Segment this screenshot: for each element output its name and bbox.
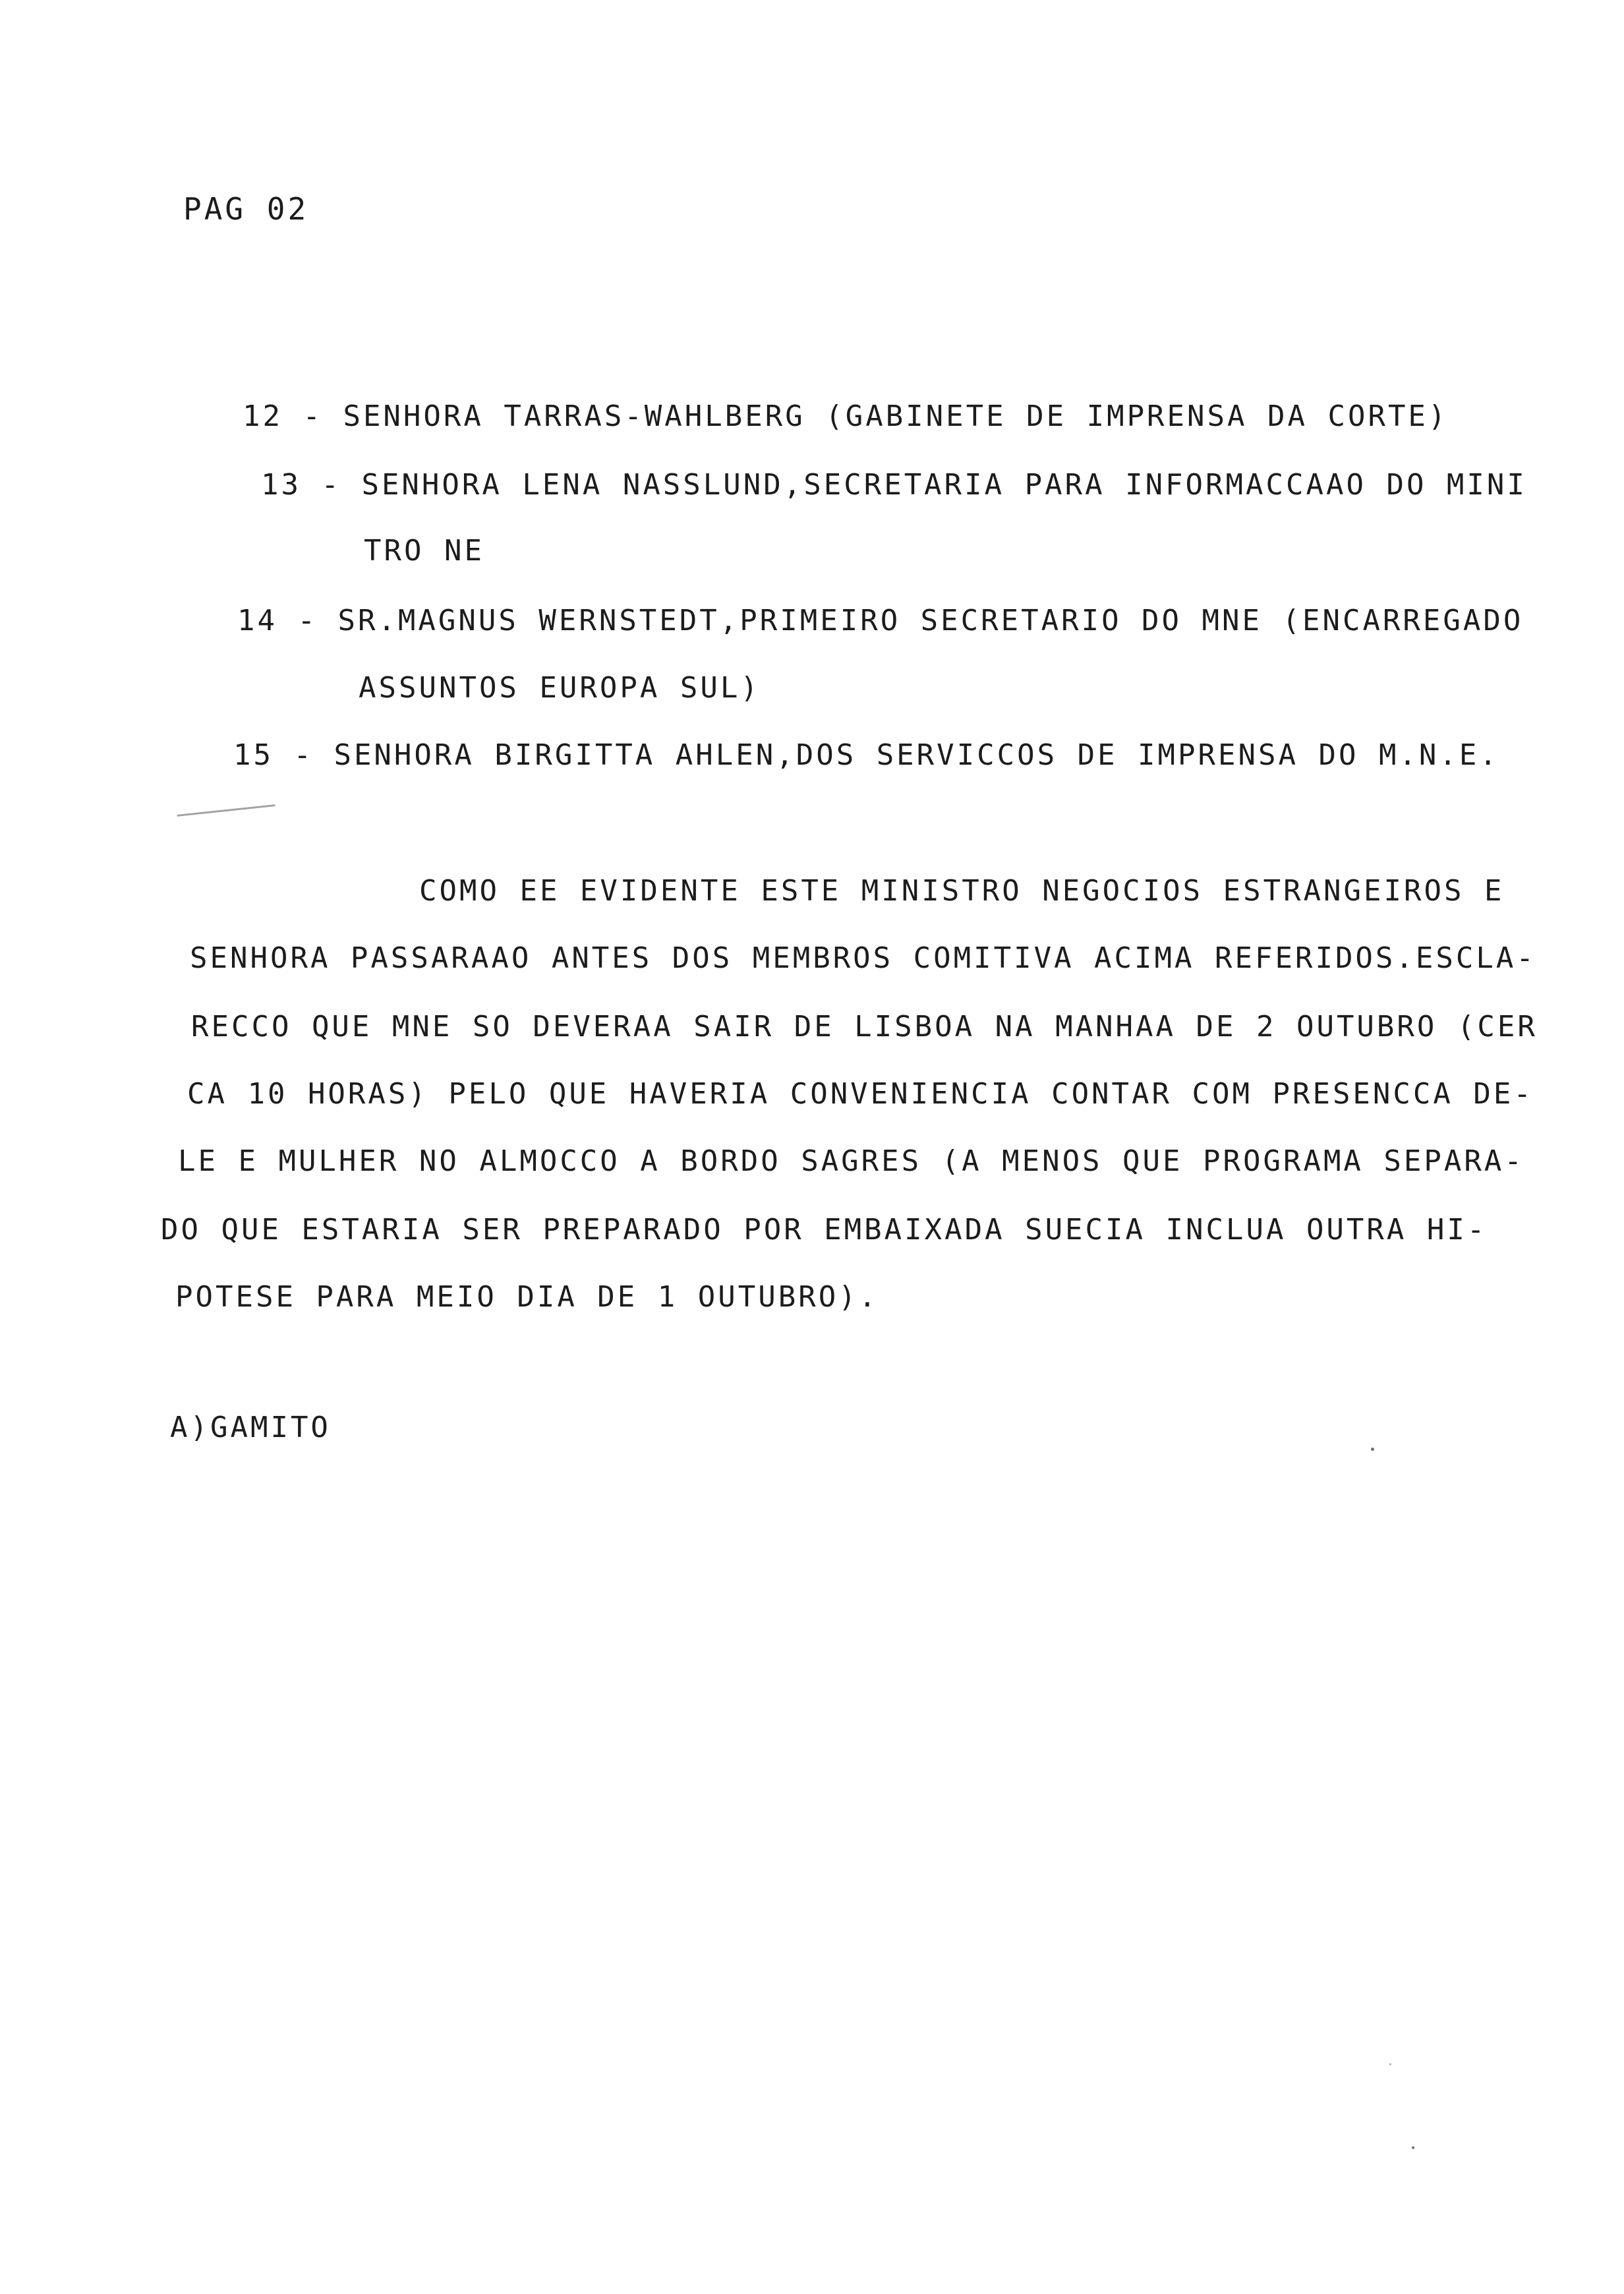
list-item-14: 14 - SR.MAGNUS WERNSTEDT,PRIMEIRO SECRETARIO DO MNE (ENCARREGADO <box>237 604 1524 637</box>
list-item-12: 12 - SENHORA TARRAS-WAHLBERG (GABINETE DE IMPRENSA DA CORTE) <box>243 399 1449 433</box>
page-number-label: PAG 02 <box>183 191 309 227</box>
paragraph-line-5: LE E MULHER NO ALMOCCO A BORDO SAGRES (A MENOS QUE PROGRAMA SEPARA- <box>178 1144 1524 1178</box>
scan-speck <box>1371 1448 1374 1451</box>
scan-speck <box>1412 2146 1414 2149</box>
paragraph-line-2: SENHORA PASSARAAO ANTES DOS MEMBROS COMITIVA ACIMA REFERIDOS.ESCLA- <box>190 941 1536 975</box>
list-item-14-continuation: ASSUNTOS EUROPA SUL) <box>359 671 761 705</box>
paragraph-line-6: DO QUE ESTARIA SER PREPARADO POR EMBAIXADA SUECIA INCLUA OUTRA HI- <box>161 1213 1488 1247</box>
list-item-13-continuation: TRO NE <box>364 534 484 568</box>
scan-speck <box>1389 2063 1391 2065</box>
paragraph-line-4: CA 10 HORAS) PELO QUE HAVERIA CONVENIENCIA CONTAR COM PRESENCCA DE- <box>187 1077 1534 1111</box>
list-item-13: 13 - SENHORA LENA NASSLUND,SECRETARIA PARA INFORMACCAAO DO MINI <box>261 468 1527 502</box>
paragraph-line-1: COMO EE EVIDENTE ESTE MINISTRO NEGOCIOS ESTRANGEIROS E <box>419 874 1505 908</box>
signature: A)GAMITO <box>170 1411 331 1444</box>
pen-stroke-mark <box>177 804 275 817</box>
paragraph-line-3: RECCO QUE MNE SO DEVERAA SAIR DE LISBOA NA MANHAA DE 2 OUTUBRO (CER <box>191 1010 1538 1044</box>
list-item-15: 15 - SENHORA BIRGITTA AHLEN,DOS SERVICCOS DE IMPRENSA DO M.N.E. <box>233 738 1499 772</box>
paragraph-line-7: POTESE PARA MEIO DIA DE 1 OUTUBRO). <box>175 1280 879 1314</box>
